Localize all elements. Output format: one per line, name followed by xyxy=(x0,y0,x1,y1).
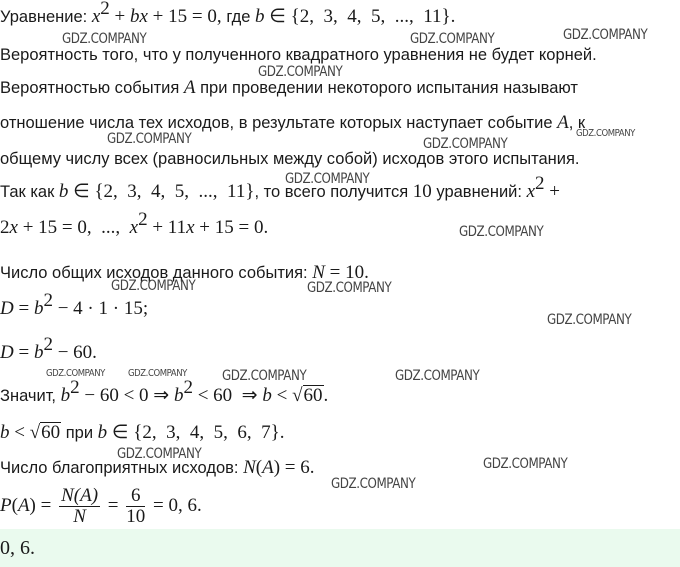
watermark: GDZ.COMPANY xyxy=(563,27,648,43)
watermark: GDZ.COMPANY xyxy=(395,368,480,384)
watermark: GDZ.COMPANY xyxy=(258,64,343,80)
total-count-line: Так как b ∈ {2, 3, 4, 5, ..., 11}, то всего получится 10 уравнений: $x^2$ + xyxy=(0,173,560,202)
favorable-outcomes-line: Число благоприятных исходов: N(A) = 6. xyxy=(0,457,315,478)
watermark: GDZ.COMPANY xyxy=(459,224,544,240)
equation-label: Уравнение: xyxy=(0,8,92,26)
answer-value: 0, 6. xyxy=(0,537,35,559)
inequality-line: Значит, $b^2 - 60 < 0$ ⇒ $b^2 < 60$ ⇒ b < √60. xyxy=(0,377,329,406)
definition-line-3: общему числу всех (равносильных между собой) исходов этого испытания. xyxy=(0,150,580,168)
problem-question: Вероятность того, что у полученного квадратного уравнения не будет корней. xyxy=(0,46,597,64)
probability-formula: P(A) = $\frac{N(A)}{N}$ = $\frac{6}{10}$ = 0, 6. xyxy=(0,485,202,528)
discriminant-simplified: $D = b^2 - 60$. xyxy=(0,334,97,363)
fraction-na-n: $\frac{N(A)}{N}$ xyxy=(61,485,99,528)
watermark: GDZ.COMPANY xyxy=(107,131,192,147)
discriminant-formula: $D = b^2 - 4 \cdot 1 \cdot 15$; xyxy=(0,290,149,319)
equation-line: Уравнение: $x^2$ + bx + 15 = 0, где b ∈ {2, 3, 4, 5, ..., 11}. xyxy=(0,0,456,27)
watermark: GDZ.COMPANY xyxy=(285,171,370,187)
definition-line-1: Вероятностью события A при проведении некоторого испытания называют xyxy=(0,77,578,98)
watermark: GDZ.COMPANY xyxy=(128,368,187,379)
answer-box xyxy=(0,529,680,567)
watermark: GDZ.COMPANY xyxy=(222,368,307,384)
watermark: GDZ.COMPANY xyxy=(331,476,416,492)
watermark: GDZ.COMPANY xyxy=(483,456,568,472)
equations-list: 2x + 15 = 0, ..., $x^2 + 11x + 15 = 0$. xyxy=(0,209,269,238)
watermark: GDZ.COMPANY xyxy=(62,31,147,47)
watermark: GDZ.COMPANY xyxy=(547,312,632,328)
valid-b-line: b < √60 при b ∈ {2, 3, 4, 5, 6, 7}. xyxy=(0,422,285,443)
watermark: GDZ.COMPANY xyxy=(117,446,202,462)
total-outcomes-line: Число общих исходов данного события: N = 10. xyxy=(0,262,369,283)
watermark: GDZ.COMPANY xyxy=(307,280,392,296)
watermark: GDZ.COMPANY xyxy=(410,31,495,47)
watermark: GDZ.COMPANY xyxy=(576,128,635,139)
watermark: GDZ.COMPANY xyxy=(111,278,196,294)
definition-line-2: отношение числа тех исходов, в результате которых наступает событие A, к xyxy=(0,112,586,133)
watermark: GDZ.COMPANY xyxy=(423,136,508,152)
fraction-6-10: $\frac{6}{10}$ xyxy=(126,485,146,528)
watermark: GDZ.COMPANY xyxy=(46,368,105,379)
